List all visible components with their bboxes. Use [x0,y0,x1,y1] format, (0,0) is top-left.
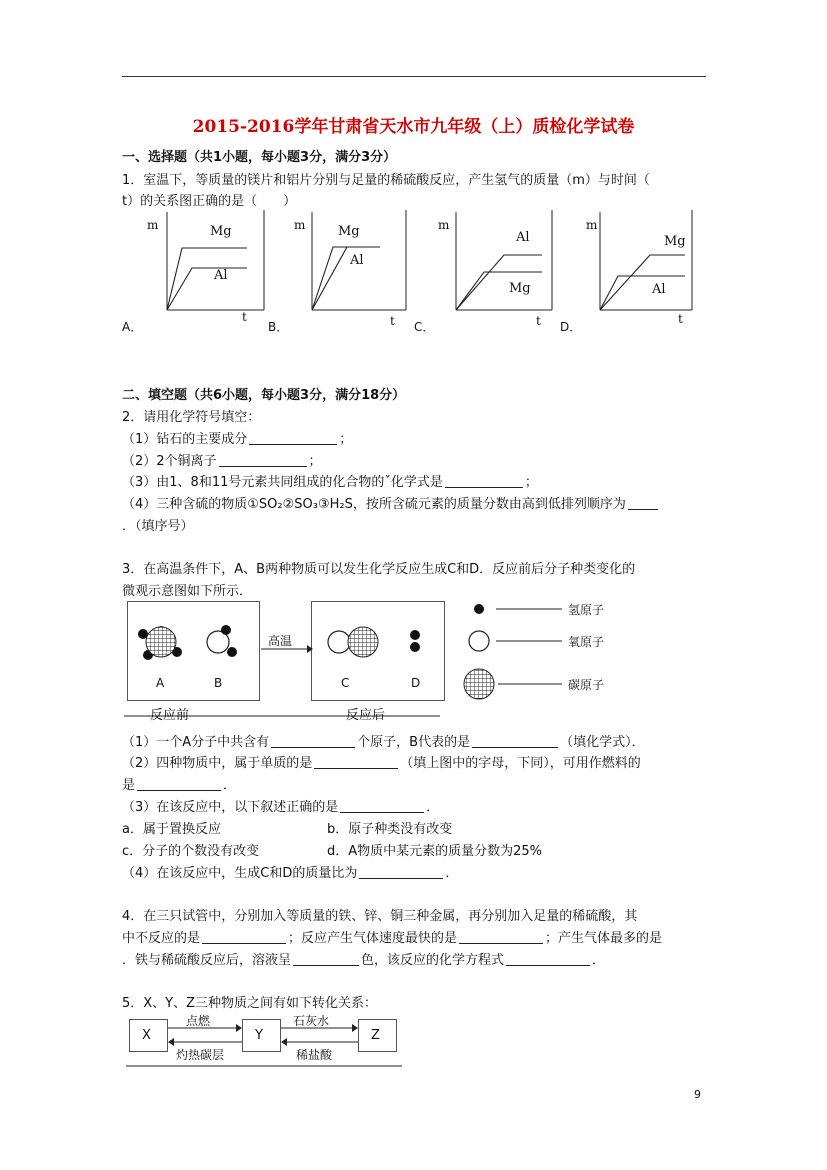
q3-option-b[interactable]: b．原子种类没有改变 [327,822,453,837]
before-label: 反应前 [150,708,190,723]
q2-p3-blank[interactable] [445,474,523,488]
molecule-c [328,627,378,657]
option-label: A． [122,320,143,334]
molecule-d [410,630,420,652]
q4-blank2[interactable] [459,930,543,944]
bottom-curve-label: Al [350,253,364,268]
q5-xy-top: 点燃 [186,1014,211,1028]
q4-l3b: 色，该反应的化学方程式 [361,953,505,968]
q4-line2 [122,927,662,946]
option-label: C． [414,320,435,334]
after-label: 反应后 [346,708,386,723]
q2-p3-end: ； [524,475,538,490]
q3-part4 [122,862,458,881]
q4-l3c: ． [592,953,606,968]
q3-option-c[interactable]: c．分子的个数没有改变 [122,844,260,859]
top-curve-label: Al [516,230,530,245]
q3-part2 [122,752,641,771]
q2-part4-tail: ．（填序号） [122,519,194,534]
q3-p4b: ． [445,866,459,881]
q3-p2-blank2[interactable] [137,777,221,791]
q2-part1 [122,428,352,447]
q5-label-x: X [142,1028,151,1043]
q2-p3-text: （3）由1、8和11号元素共同组成的化合物的ˇ化学式是 [122,475,443,490]
top-curve-label: Mg [338,224,360,239]
q3-p1c: （填化学式）． [560,735,645,750]
q1-chart-d [560,210,710,338]
q1-line2: t）的关系图正确的是（ ） [122,194,297,209]
legend-carbon-symbol [464,669,494,699]
q5-yz-top: 石灰水 [293,1014,330,1028]
bottom-curve-label: Mg [509,281,531,296]
q3-part2-cont [122,774,236,793]
q1-option-b[interactable] [268,210,418,338]
q3-option-d[interactable]: d．A物质中某元素的质量分数为25% [327,844,543,859]
y-axis-label: m [586,218,598,232]
q3-p2-blank1[interactable] [314,755,398,769]
arrow-label-high-temp: 高温 [268,634,293,648]
q3-option-a[interactable]: a．属于置换反应 [122,822,221,837]
q5-arrows [122,1012,422,1072]
x-axis-label: t [390,314,395,328]
bottom-curve-label: Al [214,268,228,283]
q2-part4 [122,493,660,512]
bottom-curve-label: Al [652,282,666,297]
q4-l2c: ；产生气体最多的是 [545,931,663,946]
q2-p1-end: ； [339,432,353,447]
q2-intro: 2．请用化学符号填空： [122,410,261,425]
q4-line1: 4．在三只试管中，分别加入等质量的铁、锌、铜三种金属，再分别加入足量的稀硫酸，其 [122,909,638,924]
q3-p1-blank1[interactable] [271,734,355,748]
q4-l2a: 中不反应的是 [122,931,201,946]
q4-l2b: ；反应产生气体速度最快的是 [288,931,458,946]
q1-option-a[interactable] [122,210,272,338]
reaction-diagram [122,598,722,718]
x-axis-label: t [536,314,541,328]
q3-line2: 微观示意图如下所示． [122,584,253,599]
q3-p3b: ． [426,800,440,815]
label-b: B [214,676,223,690]
q5-zy-bottom: 稀盐酸 [296,1048,333,1062]
q3-line1: 3．在高温条件下，A、B两种物质可以发生化学反应生成C和D．反应前后分子种类变化的 [122,562,636,577]
q3-p2c: 是 [122,778,136,793]
q3-p2a: （2）四种物质中，属于单质的是 [122,756,313,771]
q3-p4a: （4）在该反应中，生成C和D的质量比为 [122,866,358,881]
legend-carbon-label: 碳原子 [568,678,605,692]
q2-part3 [122,471,538,490]
label-c: C [341,676,350,690]
label-a: A [156,676,165,690]
q1-option-d[interactable] [560,210,710,338]
y-axis-label: m [147,218,159,232]
q5-yx-bottom: 灼热碳层 [176,1048,225,1062]
page-number: 9 [694,1088,701,1101]
y-axis-label: m [294,218,306,232]
legend-hydrogen-label: 氢原子 [568,603,605,617]
molecule-a [138,626,182,660]
q3-p2b: （填上图中的字母，下同），可用作燃料的 [400,756,641,771]
top-curve-label: Mg [210,224,232,239]
q3-p1b: 个原子，B代表的是 [357,735,471,750]
page-title: 2015-2016学年甘肃省天水市九年级（上）质检化学试卷 [192,117,635,137]
q2-p2-end: ； [308,454,322,469]
top-curve-label: Mg [664,234,686,249]
legend-oxygen-label: 氧原子 [568,635,605,649]
q3-part3 [122,796,439,815]
q1-chart-c [414,210,564,338]
y-axis-label: m [438,218,450,232]
section1-heading: 一、选择题（共1小题，每小题3分，满分3分） [122,150,397,165]
q2-part2 [122,450,322,469]
q2-p2-text: （2）2个铜离子 [122,454,217,469]
q3-p2d: ． [223,778,237,793]
q2-p1-blank[interactable] [249,431,337,445]
q4-l3a: ．铁与稀硫酸反应后，溶液呈 [122,953,292,968]
option-label: B． [268,320,289,334]
q2-p2-blank[interactable] [219,453,307,467]
legend-hydrogen-symbol [474,604,484,614]
q4-blank4[interactable] [506,952,590,966]
x-axis-label: t [242,310,247,324]
q4-line3 [122,949,605,968]
q2-p1-text: （1）钻石的主要成分 [122,432,248,447]
q2-p4-blank[interactable] [628,496,658,510]
q3-p1-blank2[interactable] [472,734,558,748]
header-rule [122,76,706,77]
q5-label-z: Z [371,1028,380,1043]
q3-p3a: （3）在该反应中，以下叙述正确的是 [122,800,339,815]
q3-p3-blank[interactable] [340,799,424,813]
q3-p4-blank[interactable] [359,865,443,879]
q5-intro: 5．X、Y、Z三种物质之间有如下转化关系： [122,996,378,1011]
q1-line1: 1．室温下，等质量的镁片和铝片分别与足量的稀硫酸反应，产生氢气的质量（m）与时间（ [122,173,650,188]
q4-blank1[interactable] [202,930,286,944]
q3-p1a: （1）一个A分子中共含有 [122,735,270,750]
legend-oxygen-symbol [469,631,489,651]
q1-chart-a [122,210,272,338]
label-d: D [411,676,421,690]
q3-part1 [122,731,645,750]
molecule-b [207,625,237,657]
q2-p4-text: （4）三种含硫的物质①SO₂②SO₃③H₂S，按所含硫元素的质量分数由高到低排列顺序为 [122,497,626,512]
option-label: D． [560,320,582,334]
q1-option-c[interactable] [414,210,564,338]
x-axis-label: t [678,312,683,326]
q5-label-y: Y [255,1028,263,1043]
q4-blank3[interactable] [293,952,359,966]
section2-heading: 二、填空题（共6小题，每小题3分，满分18分） [122,388,406,403]
